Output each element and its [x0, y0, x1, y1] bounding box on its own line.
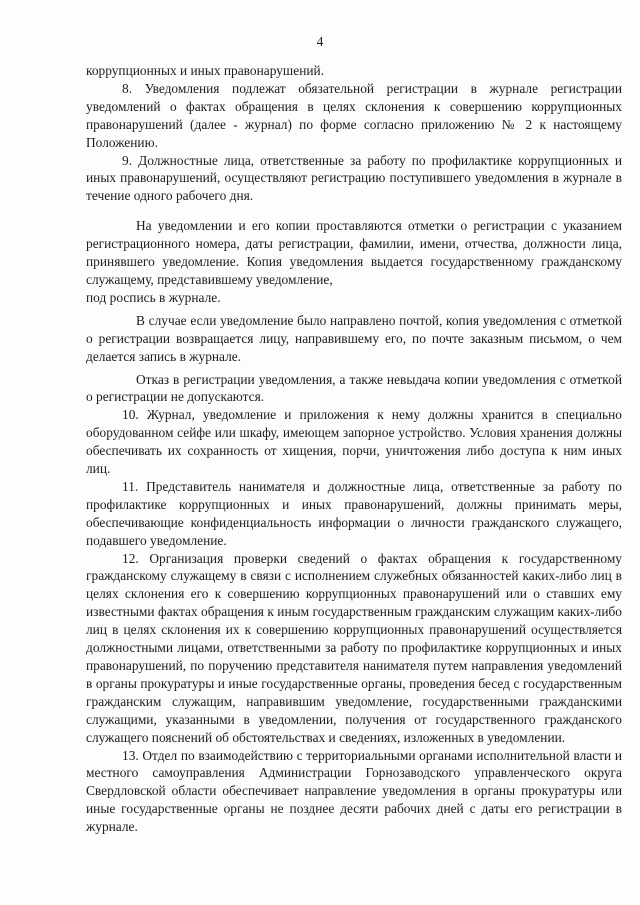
paragraph-item-10: 10. Журнал, уведомление и приложения к нему должны хранится в специально оборудованном сейфе или шкафу, имеющем запорное устройство. Условия хранения должны обеспечивать их сохранность от хищения, порчи, уничтожения либо доступа к ним иных лиц.: [86, 407, 622, 477]
paragraph-item-11: 11. Представитель нанимателя и должностные лица, ответственные за работу по профилактике коррупционных и иных правонарушений, должны принимать меры, обеспечивающие конфиденциальность информации о личности гражданского служащего, подавшего уведомление.: [86, 478, 622, 548]
paragraph-item-8: 8. Уведомления подлежат обязательной регистрации в журнале регистрации уведомлений о фактах обращения в целях склонения к совершению коррупционных правонарушений (далее - журнал) по форме согласно приложению № 2 к настоящему Положению.: [86, 80, 622, 150]
paragraph-continuation: коррупционных и иных правонарушений.: [86, 63, 325, 78]
paragraph-refusal: Отказ в регистрации уведомления, а также невыдача копии уведомления с отметкой о регистрации не допускаются.: [86, 371, 622, 405]
paragraph-mail-copy: В случае если уведомление было направлено почтой, копия уведомления с отметкой о регистрации возвращается лицу, направившему его, по почте заказным письмом, о чем делается запись в журнале.: [86, 312, 622, 364]
paragraph-item-13: 13. Отдел по взаимодействию с территориальными органами исполнительной власти и местного самоуправления Администрации Горнозаводского управленческого округа Свердловской области обеспечивает направление уведомления в органы прокуратуры или иные государственные органы не позднее десяти рабочих дней с даты его регистрации в журнале.: [86, 747, 622, 835]
paragraph-registration-marks: На уведомлении и его копии проставляются отметки о регистрации с указанием регистрационного номера, даты регистрации, фамилии, имени, отчества, должности лица, принявшего уведомление. Копия уведомления выдается государственному гражданскому служащему, представившему уведомление,: [86, 218, 622, 287]
page-number: 4: [316, 34, 324, 49]
paragraph-signature-note: под роспись в журнале.: [86, 289, 221, 305]
document-body: [86, 62, 622, 836]
paragraph-item-9: 9. Должностные лица, ответственные за работу по профилактике коррупционных и иных правонарушений, осуществляют регистрацию поступившего уведомления в журнале в течение одного рабочего дня.: [86, 152, 622, 204]
paragraph-item-12: 12. Организация проверки сведений о фактах обращения к государственному гражданскому служащему в связи с исполнением служебных обязанностей каких-либо лиц в целях склонения его к совершению коррупционных правонарушений или о ставших ему известными фактах обращения к иным государственным гражданским служащим каких-либо лиц в целях склонения их к совершению коррупционных правонарушений осуществляется должностными лицами, ответственными за работу по профилактике коррупционных и иных правонарушений, по поручению представителя нанимателя путем направления уведомлений в органы прокуратуры и иные государственные органы, проведения бесед с государственным гражданским служащим, направившим уведомление, государственными гражданскими служащими, указанными в уведомлении, получения от государственного гражданского служащего пояснений об обстоятельствах и сведениях, изложенных в уведомлении.: [86, 550, 622, 745]
